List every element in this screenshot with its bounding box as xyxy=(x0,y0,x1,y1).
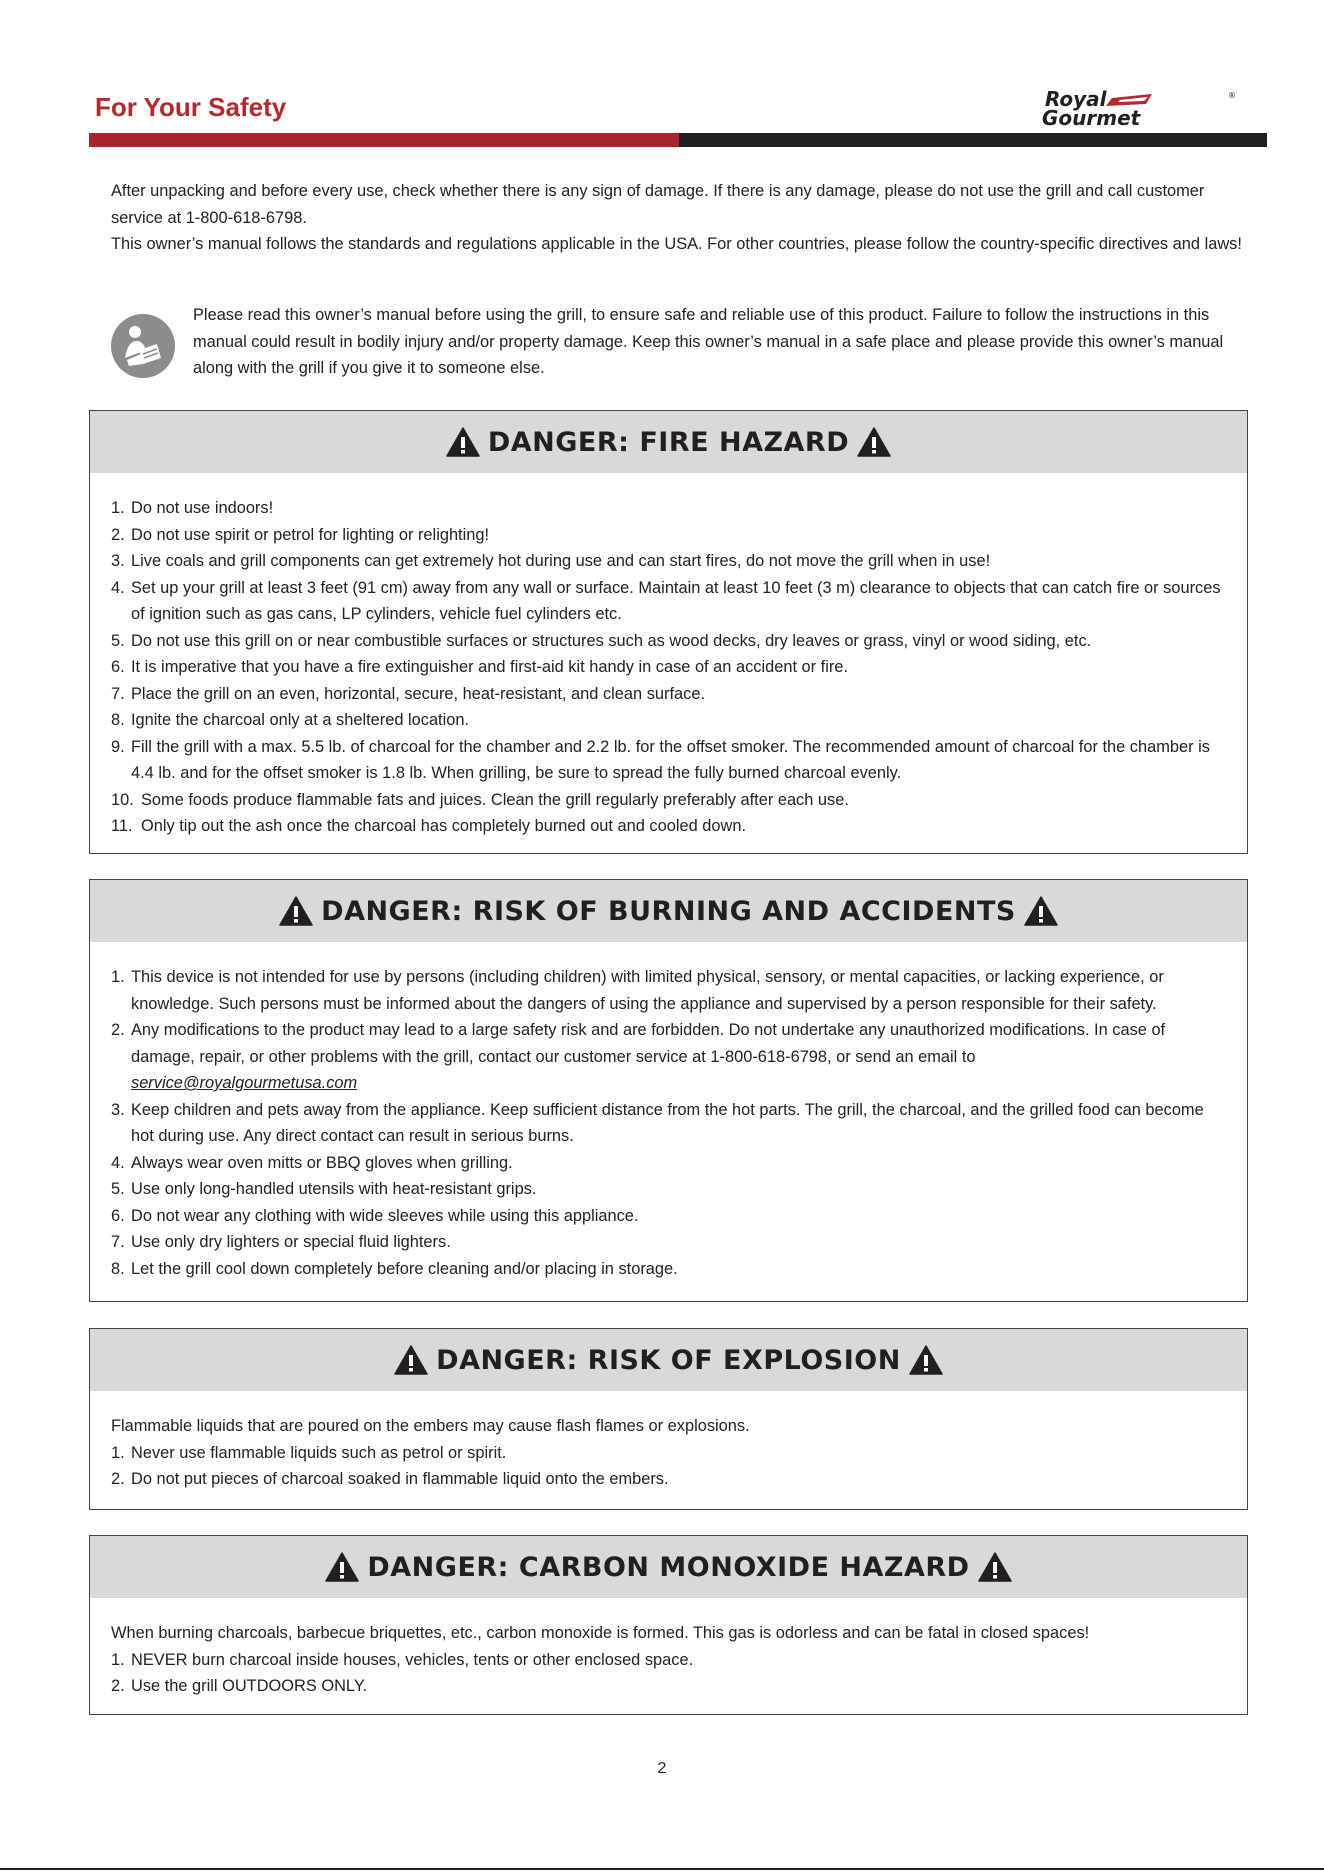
warning-triangle-icon xyxy=(279,896,313,926)
list-item: 1. This device is not intended for use by persons (including children) with limited physical, sensory, or mental capacities, or lacking experience, or knowledge. Such persons must be informed about the dangers of using the appliance and supervised by a person responsible for their safety. xyxy=(111,968,1164,1013)
danger-carbon-monoxide-body xyxy=(90,1598,1247,1700)
list-item: 7. Use only dry lighters or special fluid lighters. xyxy=(111,1233,451,1251)
warning-triangle-icon xyxy=(1024,896,1058,926)
list-item: 3. Live coals and grill components can get extremely hot during use and can start fires, do not move the grill when in use! xyxy=(111,552,991,570)
royal-gourmet-logo-graphic xyxy=(1040,88,1240,128)
list-item: 6. It is imperative that you have a fire extinguisher and first-aid kit handy in case of an accident or fire. xyxy=(111,658,849,676)
danger-burning-accidents-body xyxy=(90,942,1247,1282)
intro-text xyxy=(111,178,1251,258)
list-item: 10. Some foods produce flammable fats and juices. Clean the grill regularly preferably after each use. xyxy=(111,790,849,809)
danger-fire-hazard-header xyxy=(90,411,1247,473)
list-item: 5. Do not use this grill on or near combustible surfaces or structures such as wood decks, dry leaves or grass, vinyl or wood siding, etc. xyxy=(111,631,1092,650)
carbon-monoxide-list xyxy=(111,1647,1227,1700)
danger-burning-accidents-section xyxy=(89,879,1248,1302)
list-item: 2. Do not use spirit or petrol for lighting or relighting! xyxy=(111,525,490,544)
read-manual-icon xyxy=(111,314,175,378)
carbon-monoxide-intro: When burning charcoals, barbecue briquettes, etc., carbon monoxide is formed. This gas is odorless and can be fatal in closed spaces! xyxy=(111,1624,1090,1642)
danger-explosion-section xyxy=(89,1328,1248,1510)
warning-triangle-icon xyxy=(909,1345,943,1375)
danger-burning-accidents-header xyxy=(90,880,1247,942)
royal-gourmet-logo xyxy=(1040,88,1240,128)
svg-text:Gourmet: Gourmet xyxy=(1042,106,1141,128)
danger-fire-hazard-title: DANGER: FIRE HAZARD xyxy=(487,426,850,458)
danger-carbon-monoxide-title: DANGER: CARBON MONOXIDE HAZARD xyxy=(367,1551,970,1583)
list-item: 2. Do not put pieces of charcoal soaked in flammable liquid onto the embers. xyxy=(111,1470,669,1488)
svg-text:Royal: Royal xyxy=(1045,88,1107,111)
list-item: 2. Any modifications to the product may lead to a large safety risk and are forbidden. Do not undertake any unauthorized modifications. In case of damage, repair, or other problems with the grill, contact our customer service at 1-800-618-6798, or send an email to service@royalgourmetusa.com xyxy=(111,1021,1166,1092)
danger-fire-hazard-section xyxy=(89,410,1248,854)
page-number: 2 xyxy=(657,1760,667,1777)
danger-explosion-title: DANGER: RISK OF EXPLOSION xyxy=(436,1344,901,1376)
read-manual-text: Please read this owner’s manual before using the grill, to ensure safe and reliable use of this product. Failure to follow the instructions in this manual could result in bodily injury and/or property damage. Keep this owner’s manual in a safe place and please provide this owner’s manual along with the grill if you give it to someone else. xyxy=(193,306,1224,377)
list-item: 4. Always wear oven mitts or BBQ gloves when grilling. xyxy=(111,1153,513,1172)
warning-triangle-icon xyxy=(446,427,480,457)
intro-paragraph-damage: After unpacking and before every use, check whether there is any sign of damage. If there is any damage, please do not use the grill and call customer service at 1-800-618-6798. xyxy=(111,182,1205,227)
list-item: 1. Do not use indoors! xyxy=(111,499,274,517)
burning-accidents-list xyxy=(111,964,1227,1282)
list-item: 2. Use the grill OUTDOORS ONLY. xyxy=(111,1677,368,1695)
danger-carbon-monoxide-section xyxy=(89,1535,1248,1715)
explosion-list xyxy=(111,1440,1227,1493)
list-item: 8. Ignite the charcoal only at a sheltered location. xyxy=(111,711,470,729)
list-item: 11. Only tip out the ash once the charcoal has completely burned out and cooled down. xyxy=(111,817,747,835)
explosion-intro: Flammable liquids that are poured on the embers may cause flash flames or explosions. xyxy=(111,1417,750,1435)
header-rule-dark xyxy=(679,133,1267,147)
bottom-rule xyxy=(0,1868,1324,1870)
danger-explosion-body xyxy=(90,1391,1247,1493)
danger-explosion-header xyxy=(90,1329,1247,1391)
list-item: 6. Do not wear any clothing with wide sleeves while using this appliance. xyxy=(111,1206,639,1225)
warning-triangle-icon xyxy=(325,1552,359,1582)
warning-triangle-icon xyxy=(978,1552,1012,1582)
list-item: 4. Set up your grill at least 3 feet (91 cm) away from any wall or surface. Maintain at least 10 feet (3 m) clearance to objects that can catch fire or sources of ignition such as gas cans, LP cylinders, vehicle fuel cylinders etc. xyxy=(111,578,1221,623)
customer-service-email-link[interactable]: service@royalgourmetusa.com xyxy=(131,1074,358,1092)
read-manual-note xyxy=(111,302,1261,382)
fire-hazard-list xyxy=(111,495,1227,840)
intro-paragraph-standards: This owner’s manual follows the standards and regulations applicable in the USA. For other countries, please follow the country-specific directives and laws! xyxy=(111,235,1242,253)
list-item: 7. Place the grill on an even, horizontal, secure, heat-resistant, and clean surface. xyxy=(111,684,706,703)
list-item: 9. Fill the grill with a max. 5.5 lb. of charcoal for the chamber and 2.2 lb. for the offset smoker. The recommended amount of charcoal for the chamber is 4.4 lb. and for the offset smoker is 1.8 lb. When grilling, be sure to spread the fully burned charcoal evenly. xyxy=(111,737,1210,782)
warning-triangle-icon xyxy=(857,427,891,457)
warning-triangle-icon xyxy=(394,1345,428,1375)
header-rule-red xyxy=(89,133,679,147)
list-item: 3. Keep children and pets away from the appliance. Keep sufficient distance from the hot parts. The grill, the charcoal, and the grilled food can become hot during use. Any direct contact can result in serious burns. xyxy=(111,1100,1204,1145)
danger-fire-hazard-body xyxy=(90,473,1247,840)
list-item: 1. NEVER burn charcoal inside houses, vehicles, tents or other enclosed space. xyxy=(111,1650,694,1669)
page-title: For Your Safety xyxy=(95,92,287,122)
danger-burning-accidents-title: DANGER: RISK OF BURNING AND ACCIDENTS xyxy=(321,895,1016,927)
list-item: 1. Never use flammable liquids such as petrol or spirit. xyxy=(111,1443,507,1462)
danger-carbon-monoxide-header xyxy=(90,1536,1247,1598)
list-item: 8. Let the grill cool down completely before cleaning and/or placing in storage. xyxy=(111,1259,678,1278)
list-item: 5. Use only long-handled utensils with heat-resistant grips. xyxy=(111,1180,537,1198)
svg-text:®: ® xyxy=(1228,91,1236,100)
